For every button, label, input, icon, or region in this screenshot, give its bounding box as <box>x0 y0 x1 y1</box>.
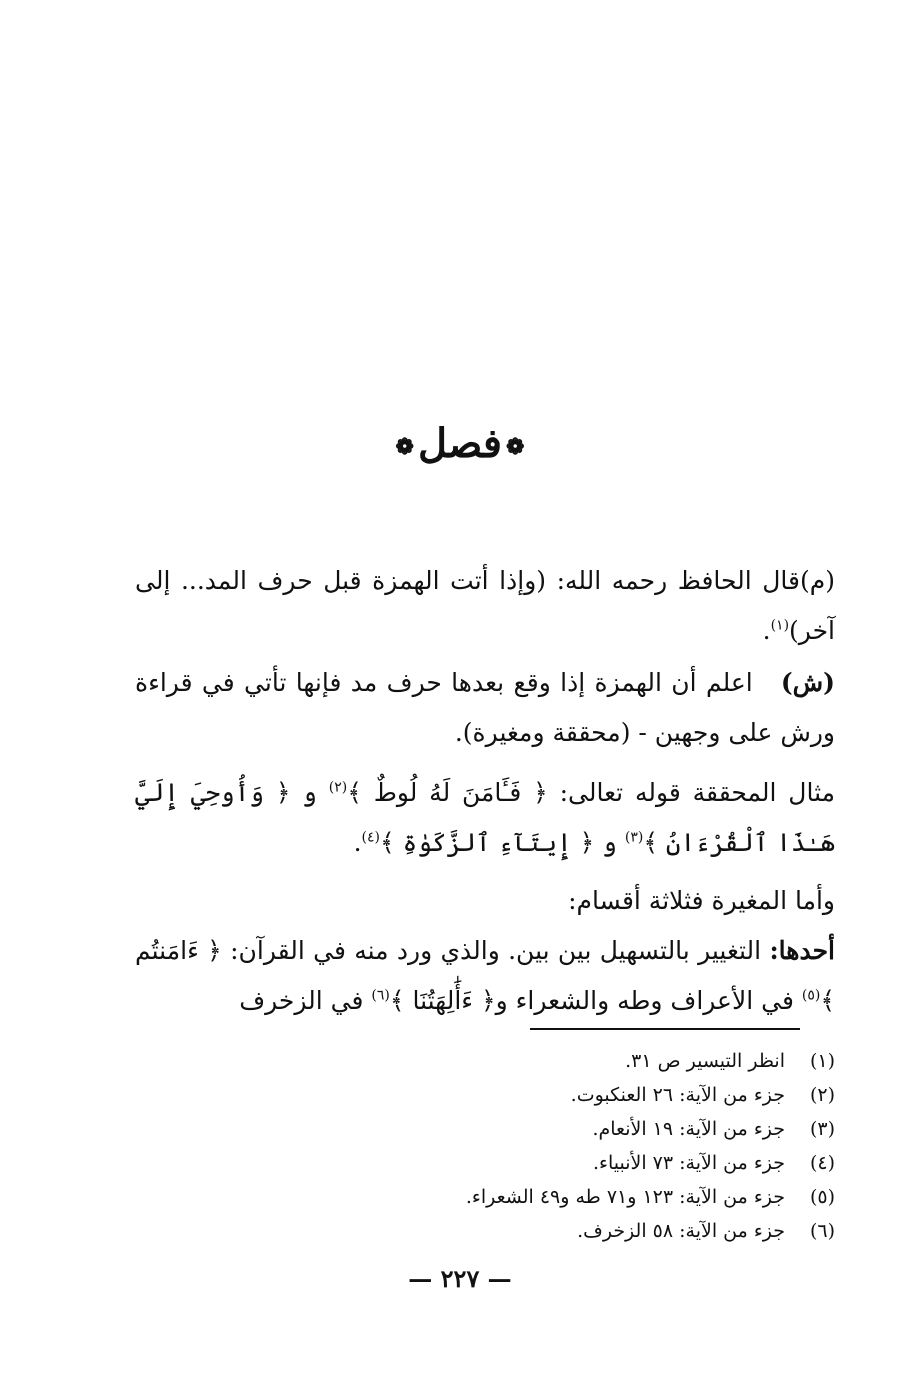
footnote-item <box>135 1078 835 1112</box>
paragraph-2 <box>135 658 835 758</box>
commentary-label: (ش) <box>780 668 835 697</box>
footnote-text: جزء من الآية: ٧٣ الأنبياء. <box>592 1152 785 1174</box>
paragraph-1-end: . <box>762 616 771 645</box>
footnote-ref: (٢) <box>328 779 348 796</box>
quran-quote: ﴿ فَـَٔامَنَ لَهُ لُوطٌ ﴾ <box>347 778 548 807</box>
footnote-number: (٢) <box>809 1084 835 1106</box>
footnote-text: جزء من الآية: ٢٦ العنكبوت. <box>570 1084 785 1106</box>
paragraph-3-end: . <box>353 828 362 857</box>
footnote-text: جزء من الآية: ٥٨ الزخرف. <box>577 1220 785 1242</box>
paragraph-3 <box>135 768 835 868</box>
paragraph-2-text: اعلم أن الهمزة إذا وقع بعدها حرف مد فإنها تأتي في قراءة ورش على وجهين - (محققة ومغيرة). <box>135 668 835 747</box>
quran-quote: ﴿ وَأُوحِيَ إِلَيَّ هَـٰذَا ٱلْقُرْءَانُ ﴾ <box>135 778 835 857</box>
footnote-divider <box>530 1028 800 1030</box>
footnote-number: (٥) <box>809 1186 835 1208</box>
conjunction: و <box>302 778 317 807</box>
section-label: أحدها: <box>769 936 835 965</box>
footnote-ref: (٦) <box>371 987 390 1004</box>
footnote-item <box>135 1214 835 1248</box>
conjunction: و <box>602 828 617 857</box>
paragraph-1 <box>135 556 835 656</box>
footnote-item <box>135 1044 835 1078</box>
quran-quote: ﴿ ءَأَٰلِهَتُنَا ﴾ <box>389 986 496 1015</box>
footnote-number: (٣) <box>809 1118 835 1140</box>
paragraph-3-lead: مثال المحققة قوله تعالى: <box>559 778 836 807</box>
section-title <box>0 414 920 477</box>
section-title-text: فصل <box>417 420 503 467</box>
footnote-number: (٦) <box>809 1220 835 1242</box>
footnote-text: جزء من الآية: ١٩ الأنعام. <box>592 1118 785 1140</box>
quran-quote: ﴿ إِيتَآءِ ٱلزَّكَوٰةِ ﴾ <box>380 828 595 857</box>
footnote-item <box>135 1112 835 1146</box>
paragraph-4-mid: في الأعراف وطه والشعراء و <box>495 986 794 1015</box>
page-number: — ٢٢٧ — <box>408 1264 512 1293</box>
footnote-item <box>135 1180 835 1214</box>
footnote-ref: (١) <box>770 617 790 634</box>
paragraph-4-line1: وأما المغيرة فثلاثة أقسام: <box>568 886 835 915</box>
quran-quote: ﴿ ءَامَنتُم ﴾ <box>135 936 835 1015</box>
ornament-icon: ❁ <box>506 434 525 460</box>
footnote-ref: (٣) <box>624 829 644 846</box>
footnote-ref: (٥) <box>801 987 821 1004</box>
footnote-text: انظر التيسير ص ٣١. <box>625 1050 785 1072</box>
footnote-text: جزء من الآية: ١٢٣ و٧١ طه و٤٩ الشعراء. <box>465 1186 785 1208</box>
footnote-ref: (٤) <box>361 829 380 846</box>
footnote-item <box>135 1146 835 1180</box>
paragraph-1-text: (م)قال الحافظ رحمه الله: (وإذا أتت الهمزة قبل حرف المد... إلى آخر) <box>135 566 835 645</box>
ornament-icon: ❁ <box>395 434 414 460</box>
footnote-number: (٤) <box>809 1152 835 1174</box>
paragraph-4 <box>135 876 835 1026</box>
footnotes-list <box>135 1044 835 1248</box>
paragraph-4-end: في الزخرف <box>239 986 364 1015</box>
footnote-number: (١) <box>809 1050 835 1072</box>
paragraph-4-text: التغيير بالتسهيل بين بين. والذي ورد منه في القرآن: <box>230 936 762 965</box>
